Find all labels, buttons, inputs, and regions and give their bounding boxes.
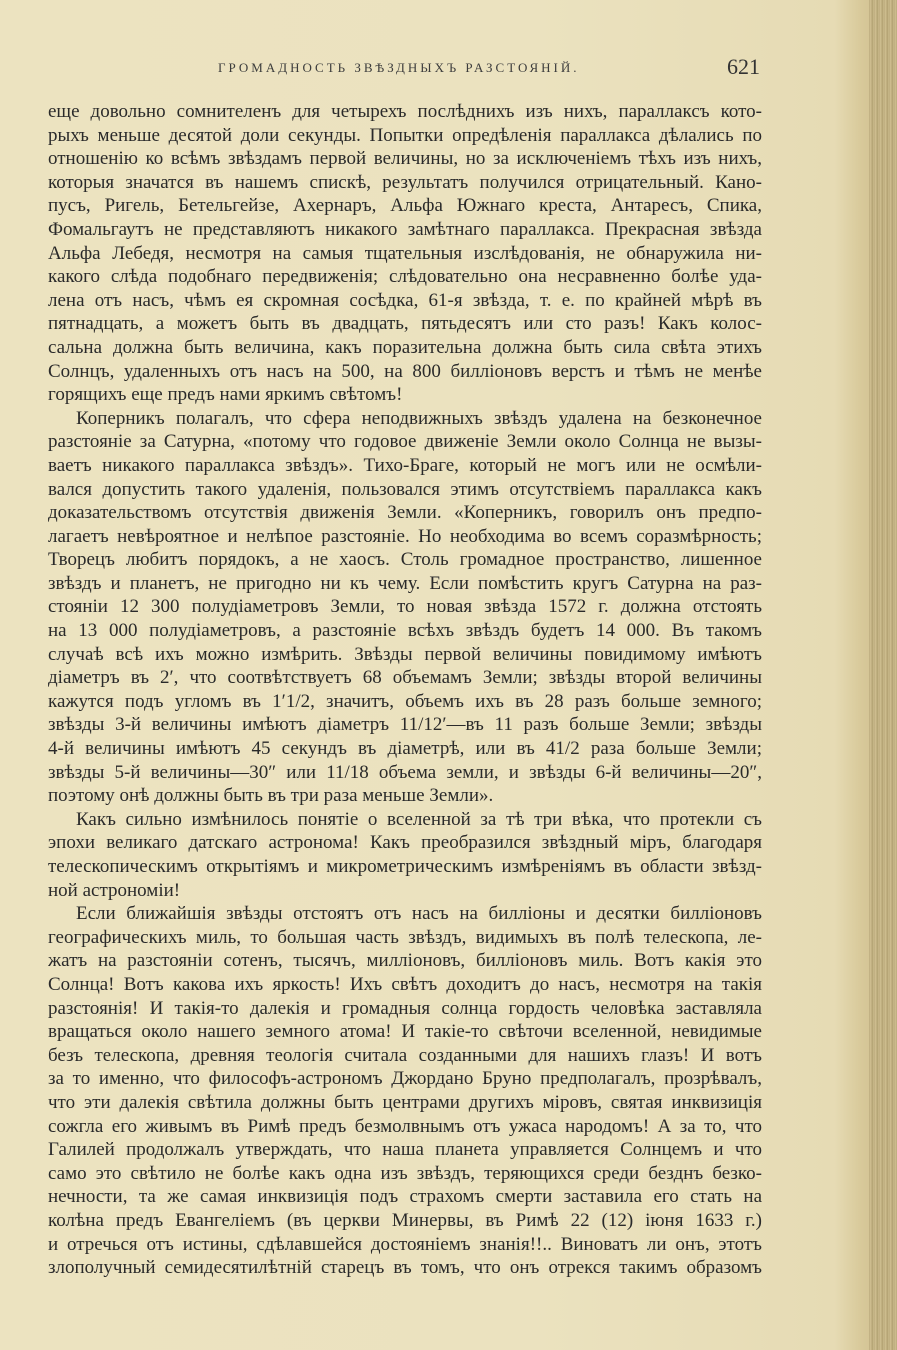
text-line: и отречься отъ истины, сдѣлавшейся достояніемъ знанія!!.. Виноватъ ли онъ, этотъ xyxy=(48,1233,762,1255)
paragraph xyxy=(48,902,762,1280)
paragraph xyxy=(48,100,762,407)
text-line: сожгла его живымъ въ Римѣ предъ безмолвнымъ отъ ужаса народомъ! А за то, что xyxy=(48,1115,762,1137)
text-line: Солнца! Вотъ какова ихъ яркость! Ихъ свѣтъ доходитъ до насъ, несмотря на такія xyxy=(48,973,762,995)
text-line: жатъ на разстояніи сотенъ, тысячъ, милліоновъ, билліоновъ миль. Вотъ какія это xyxy=(48,950,762,972)
text-line: Коперникъ полагалъ, что сфера неподвижныхъ звѣздъ удалена на безконечное xyxy=(76,407,762,429)
text-line: доказательствомъ отсутствія движенія Земли. «Коперникъ, говорилъ онъ предпо- xyxy=(48,502,762,524)
text-line: разстоянія! И такія-то далекія и громадныя солнца гордость человѣка заставляла xyxy=(48,997,762,1019)
text-line: лагаетъ невѣроятное и нелѣпое разстояніе. Но необходима во всемъ соразмѣрность; xyxy=(48,525,762,547)
text-line: разстояніе за Сатурна, «потому что годовое движеніе Земли около Солнца не вызы- xyxy=(48,431,762,453)
book-spine-edge xyxy=(869,0,897,1350)
text-line: нечности, та же самая инквизиція подъ страхомъ смерти заставила его стать на xyxy=(48,1186,762,1208)
text-line: рыхъ меньше десятой доли секунды. Попытки опредѣленія параллакса дѣлались по xyxy=(48,124,762,146)
text-line: Какъ сильно измѣнилось понятіе о вселенной за тѣ три вѣка, что протекли съ xyxy=(76,808,762,830)
text-line: поэтому онѣ должны быть въ три раза меньше Земли». xyxy=(48,785,494,807)
paragraph xyxy=(48,808,762,902)
text-line: ной астрономіи! xyxy=(48,879,181,901)
running-head: ГРОМАДНОСТЬ ЗВѢЗДНЫХЪ РАЗСТОЯНІЙ. xyxy=(218,60,580,75)
text-line: стояніи 12 300 полудіаметровъ Земли, то новая звѣзда 1572 г. должна отстоять xyxy=(48,596,762,618)
body-text xyxy=(48,100,762,1280)
text-line: злополучный семидесятилѣтній старецъ въ томъ, что онъ отрекся такимъ образомъ xyxy=(48,1257,762,1279)
text-line: пятнадцать, а можетъ быть въ двадцать, пятьдесятъ или сто разъ! Какъ колос- xyxy=(48,313,762,335)
text-line: Фомальгаутъ не представляютъ никакого замѣтнаго параллакса. Прекрасная звѣзда xyxy=(48,218,762,240)
text-line: Если ближайшія звѣзды отстоятъ отъ насъ на билліоны и десятки билліоновъ xyxy=(76,903,762,925)
text-line: вался допустить такого удаленія, пользовался этимъ отсутствіемъ параллакса какъ xyxy=(48,478,762,500)
text-line: которыя значатся въ нашемъ спискѣ, результатъ получился отрицательный. Кано- xyxy=(48,171,762,193)
page-header xyxy=(48,54,760,82)
text-line: лена отъ насъ, чѣмъ ея скромная сосѣдка, 61-я звѣзда, т. е. по крайней мѣрѣ въ xyxy=(48,289,762,311)
text-line: за то именно, что философъ-астрономъ Джордано Бруно предполагалъ, прозрѣвалъ, xyxy=(48,1068,762,1090)
text-line: что эти далекія свѣтила должны быть центрами другихъ міровъ, святая инквизиція xyxy=(48,1091,762,1113)
text-line: географическихъ миль, то большая часть звѣздъ, видимыхъ въ полѣ телескопа, ле- xyxy=(48,926,762,948)
text-line: колѣна предъ Евангеліемъ (въ церкви Минервы, въ Римѣ 22 (12) іюня 1633 г.) xyxy=(48,1209,762,1231)
text-line: пусъ, Ригель, Бетельгейзе, Ахернаръ, Альфа Южнаго креста, Антаресъ, Спика, xyxy=(48,195,762,217)
text-line: 4-й величины имѣютъ 45 секундъ въ діаметрѣ, или въ 41/2 раза больше Земли; xyxy=(48,738,762,760)
text-line: звѣзды 3-й величины имѣютъ діаметръ 11/12′—въ 11 разъ больше Земли; звѣзды xyxy=(48,714,762,736)
text-line: звѣздъ и планетъ, не пригодно ни къ чему. Если помѣстить кругъ Сатурна на раз- xyxy=(48,572,762,594)
text-line: вращаться около нашего земного атома! И такіе-то свѣточи вселенной, невидимые xyxy=(48,1021,762,1043)
text-line: телескопическимъ открытіямъ и микрометрическимъ измѣреніямъ въ области звѣзд- xyxy=(48,856,762,877)
text-line: Альфа Лебедя, несмотря на самыя тщательныя изслѣдованія, не обнаружила ни- xyxy=(48,242,762,264)
text-line: еще довольно сомнителенъ для четырехъ послѣднихъ изъ нихъ, параллаксъ кото- xyxy=(48,101,762,122)
text-line: безъ телескопа, древняя теологія считала созданными для нашихъ глазъ! И вотъ xyxy=(48,1044,762,1066)
text-line: на 13 000 полудіаметровъ, а разстояніе всѣхъ звѣздъ будетъ 14 000. Въ такомъ xyxy=(48,620,762,642)
text-line: горящихъ еще предъ нами яркимъ свѣтомъ! xyxy=(48,384,403,406)
text-line: Галилей продолжалъ утверждать, что наша планета управляется Солнцемъ и что xyxy=(48,1139,762,1161)
text-line: ваетъ никакого параллакса звѣздъ». Тихо-Браге, который не могъ или не осмѣли- xyxy=(48,454,762,476)
text-line: Творецъ любитъ порядокъ, а не хаосъ. Столь громадное пространство, лишенное xyxy=(48,549,762,571)
text-line: діаметръ въ 2′, что соотвѣтствуетъ 68 объемамъ Земли; звѣзды второй величины xyxy=(48,667,762,689)
text-line: отношенію ко всѣмъ звѣздамъ первой величины, но за исключеніемъ тѣхъ изъ нихъ, xyxy=(48,148,762,170)
paragraph xyxy=(48,407,762,808)
text-line: само это свѣтило не болѣе какъ одна изъ звѣздъ, теряющихся среди безднъ безко- xyxy=(48,1162,762,1184)
page-number: 621 xyxy=(727,54,760,79)
text-line: какого слѣда подобнаго передвиженія; слѣдовательно она несравненно болѣе уда- xyxy=(48,266,762,288)
text-line: кажутся подъ угломъ въ 1′1/2, значитъ, объемъ ихъ въ 28 разъ больше земного; xyxy=(48,690,762,712)
text-line: звѣзды 5-й величины—30″ или 11/18 объема земли, и звѣзды 6-й величины—20″, xyxy=(48,761,762,783)
text-line: случаѣ всѣ ихъ можно измѣрить. Звѣзды первой величины повидимому имѣютъ xyxy=(48,643,762,665)
text-line: сальна должна быть величина, какъ поразительна должна быть сила свѣта этихъ xyxy=(48,336,762,358)
text-line: Солнцъ, удаленныхъ отъ насъ на 500, на 800 билліоновъ верстъ и тѣмъ не менѣе xyxy=(48,360,762,382)
text-line: эпохи великаго датскаго астронома! Какъ преобразился звѣздный міръ, благодаря xyxy=(48,832,762,854)
